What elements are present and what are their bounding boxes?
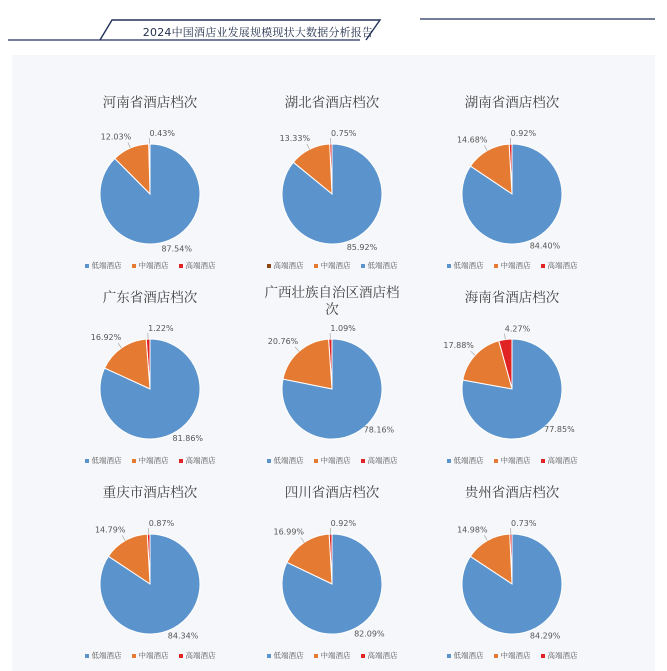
leader-line [295,347,299,352]
pie-chart [232,285,432,475]
data-label: 1.09% [330,324,356,334]
legend-label: 高端酒店 [273,261,304,270]
legend-label: 中端酒店 [320,651,351,660]
legend-item [179,455,216,466]
legend-label: 低端酒店 [453,651,484,660]
legend-label: 高端酒店 [185,651,216,660]
legend-label: 中端酒店 [138,261,169,270]
legend-item [361,455,398,466]
pie-title: 海南省酒店档次 [464,290,560,306]
legend-label: 低端酒店 [91,651,122,660]
data-label: 17.88% [443,341,474,351]
legend-label: 高端酒店 [185,456,216,465]
leader-line [128,143,130,149]
data-label: 0.73% [511,519,537,529]
legend-item [541,455,578,466]
legend [412,650,612,661]
legend-item [361,650,398,661]
pie-chart [412,285,612,475]
legend-swatch [85,459,89,463]
legend-item [132,650,169,661]
legend [412,455,612,466]
report-header [0,0,667,48]
legend-label: 低端酒店 [91,261,122,270]
pie-panel [232,480,432,670]
legend-label: 中端酒店 [138,651,169,660]
data-label: 81.86% [172,434,204,444]
legend-item [132,260,169,271]
pie-title: 四川省酒店档次 [284,485,380,501]
data-label: 0.92% [330,519,357,529]
data-label: 85.92% [346,243,378,253]
legend-item [541,650,578,661]
pie-panel [50,285,250,475]
data-label: 82.09% [354,629,385,639]
legend-swatch [494,459,498,463]
pie-chart [412,90,612,280]
data-label: 14.98% [457,525,488,535]
pie-panel [412,90,612,280]
legend-item [314,260,351,271]
legend-swatch [494,654,498,658]
legend-swatch [361,654,365,658]
legend-item [494,455,531,466]
pie-title: 广西壮族自治区酒店档次 [264,285,400,318]
pie-chart [50,480,250,670]
legend-item [361,260,398,271]
legend-label: 中端酒店 [320,261,351,270]
legend-swatch [541,459,545,463]
legend-item [267,650,304,661]
leader-line [505,334,506,340]
data-label: 0.75% [330,129,357,139]
pie-chart [232,90,432,280]
legend-item [541,260,578,271]
data-label: 12.03% [100,132,132,142]
pie-panel [50,480,250,670]
pie-slice [100,144,200,244]
legend-label: 中端酒店 [500,261,531,270]
legend-swatch [447,459,451,463]
data-label: 14.79% [94,525,126,535]
legend-swatch [267,459,271,463]
legend-item [447,455,484,466]
legend-item [267,260,304,271]
legend-label: 中端酒店 [500,651,531,660]
data-label: 84.29% [529,631,561,641]
legend-label: 低端酒店 [367,261,398,270]
legend-swatch [85,654,89,658]
legend-item [267,455,304,466]
leader-line [301,538,304,543]
legend-swatch [132,264,136,268]
legend-label: 低端酒店 [453,261,484,270]
data-label: 77.85% [544,424,575,434]
data-label: 14.68% [456,135,488,145]
legend-item [494,260,531,271]
legend [232,455,432,466]
report-title: 2024中国酒店业发展规模现状大数据分析报告 [142,26,374,39]
legend-item [179,650,216,661]
pie-title: 贵州省酒店档次 [464,485,560,501]
legend-swatch [85,264,89,268]
legend-label: 中端酒店 [138,456,169,465]
legend-label: 低端酒店 [273,456,304,465]
pie-chart [412,480,612,670]
data-label: 16.99% [273,527,305,537]
legend-label: 低端酒店 [91,456,122,465]
pie-chart [232,480,432,670]
leader-line [471,351,475,355]
legend-label: 低端酒店 [453,456,484,465]
legend-label: 中端酒店 [500,456,531,465]
legend-swatch [361,264,365,268]
legend-swatch [447,654,451,658]
legend-item [85,650,122,661]
leader-line [484,145,487,150]
legend [232,650,432,661]
data-label: 20.76% [267,336,299,346]
leader-line [122,535,125,540]
legend-label: 高端酒店 [367,456,398,465]
legend-label: 低端酒店 [273,651,304,660]
pie-panel [232,285,432,475]
pie-chart [50,90,250,280]
data-label: 0.43% [149,129,175,139]
data-label: 84.40% [529,241,561,251]
legend [50,260,250,271]
pie-chart [50,285,250,475]
legend-swatch [132,654,136,658]
legend-swatch [267,654,271,658]
data-label: 0.87% [148,519,175,529]
legend-item [85,260,122,271]
legend-swatch [267,264,271,268]
leader-line [307,144,310,149]
data-label: 4.27% [504,324,531,334]
pie-title: 广东省酒店档次 [102,290,198,306]
legend-item [447,650,484,661]
pie-title: 湖南省酒店档次 [464,95,560,111]
pie-panel [412,285,612,475]
legend-item [314,650,351,661]
data-label: 13.33% [279,133,311,143]
pie-panel [412,480,612,670]
legend-item [132,455,169,466]
legend [412,260,612,271]
pie-title: 湖北省酒店档次 [284,95,380,111]
pie-panel [50,90,250,280]
legend-swatch [179,654,183,658]
data-label: 1.22% [148,324,174,334]
legend-label: 高端酒店 [367,651,398,660]
leader-line [118,343,121,348]
legend-swatch [541,264,545,268]
legend-item [447,260,484,271]
leader-line [484,535,487,540]
legend-label: 高端酒店 [547,261,578,270]
legend-swatch [314,654,318,658]
pie-title: 重庆市酒店档次 [102,485,198,501]
data-label: 78.16% [363,425,395,435]
legend-label: 高端酒店 [547,456,578,465]
legend [232,260,432,271]
legend-label: 中端酒店 [320,456,351,465]
pie-panel [232,90,432,280]
data-label: 84.34% [167,631,199,641]
legend-swatch [314,459,318,463]
legend-swatch [179,459,183,463]
legend-label: 高端酒店 [547,651,578,660]
legend-item [314,455,351,466]
data-label: 16.92% [90,333,122,343]
legend-swatch [179,264,183,268]
legend [50,455,250,466]
legend-swatch [494,264,498,268]
legend-item [494,650,531,661]
data-label: 87.54% [161,244,192,254]
legend-swatch [541,654,545,658]
legend-label: 高端酒店 [185,261,216,270]
legend-swatch [361,459,365,463]
data-label: 0.92% [510,129,537,139]
pie-title: 河南省酒店档次 [102,95,198,111]
legend-swatch [447,264,451,268]
legend-swatch [314,264,318,268]
legend-swatch [132,459,136,463]
legend [50,650,250,661]
legend-item [85,455,122,466]
legend-item [179,260,216,271]
